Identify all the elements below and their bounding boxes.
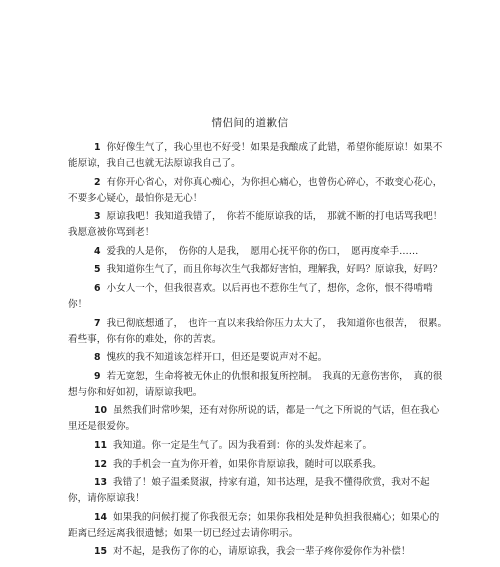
apology-item <box>68 281 448 313</box>
item-number: 9 <box>94 370 101 382</box>
item-text: 我已彻底想通了， 也许一直以来我给你压力太大了， 我知道你也很苦， 很累。看些事，你有你的难处，你的苦衷。 <box>68 317 448 345</box>
apology-list <box>68 140 448 563</box>
apology-item <box>68 544 448 560</box>
apology-item <box>68 403 448 435</box>
item-number: 6 <box>94 282 101 294</box>
item-number: 14 <box>94 511 108 523</box>
item-text: 有你开心省心，对你真心痴心，为你担心痛心，也曾伤心碎心，不敢变心花心，不要多心疑心，最怕你是无心！ <box>68 176 443 204</box>
apology-item <box>68 510 448 542</box>
item-text: 小女人一个，但我很喜欢。以后再也不惹你生气了，想你，念你，恨不得啃啃你！ <box>68 282 433 310</box>
apology-item <box>68 475 448 507</box>
apology-item <box>68 175 448 207</box>
item-number: 3 <box>94 211 101 223</box>
item-number: 10 <box>94 405 108 417</box>
item-text: 若无宽恕，生命将被无休止的仇恨和报复所控制。 我真的无意伤害你， 真的很想与你和好如初，请原谅我吧。 <box>68 370 443 398</box>
item-text: 对不起，是我伤了你的心，请原谅我，我会一辈子疼你爱你作为补偿！ <box>113 546 411 558</box>
apology-item <box>68 438 448 454</box>
item-text: 你好像生气了，我心里也不好受！如果是我酿成了此错，希望你能原谅！如果不能原谅，我自己也就无法原谅我自己了。 <box>68 142 443 169</box>
apology-item <box>68 316 448 348</box>
apology-item <box>68 369 448 401</box>
item-text: 虽然我们时常吵架，还有对你所说的话，都是一气之下所说的气话，但在我心里还是很爱你。 <box>68 405 440 433</box>
item-number: 2 <box>94 176 101 188</box>
item-number: 13 <box>94 477 108 489</box>
item-number: 12 <box>94 458 108 470</box>
item-number: 8 <box>94 352 101 364</box>
apology-item <box>68 350 448 366</box>
item-text: 如果我的问候打搅了你我很无奈；如果你我相处是种负担我很痛心；如果心的距离已经远离我很遗憾；如果一切已经过去请你明示。 <box>68 511 440 539</box>
item-number: 4 <box>94 245 101 257</box>
item-text: 原谅我吧！我知道我错了， 你若不能原谅我的话， 那就不断的打电话骂我吧！我愿意被你骂到老！ <box>68 211 443 239</box>
item-text: 我的手机会一直为你开着，如果你肯原谅我，随时可以联系我。 <box>113 458 382 470</box>
item-text: 我知道。你一定是生气了。因为我看到：你的头发炸起来了。 <box>113 439 373 451</box>
item-text: 爱我的人是你， 伤你的人是我， 愿用心抚平你的伤口， 愿再度牵手…… <box>106 245 419 257</box>
item-text: 愧疚的我不知道该怎样开口，但还是要说声对不起。 <box>106 352 328 364</box>
apology-item <box>68 244 448 260</box>
item-text: 我知道你生气了，而且你每次生气我都好害怕，理解我，好吗？原谅我，好吗？ <box>106 264 443 276</box>
item-text: 我错了！娘子温柔贤淑，持家有道，知书达理，是我不懂得欣赏，我对不起你，请你原谅我！ <box>68 477 430 505</box>
item-number: 11 <box>94 439 108 451</box>
apology-item <box>68 457 448 473</box>
apology-item <box>68 140 448 172</box>
item-number: 5 <box>94 264 101 276</box>
apology-item <box>68 262 448 278</box>
item-number: 7 <box>94 317 101 329</box>
document-title: 情侣间的道歉信 <box>211 117 289 129</box>
apology-item <box>68 209 448 241</box>
item-number: 1 <box>94 142 101 153</box>
item-number: 15 <box>94 546 108 558</box>
